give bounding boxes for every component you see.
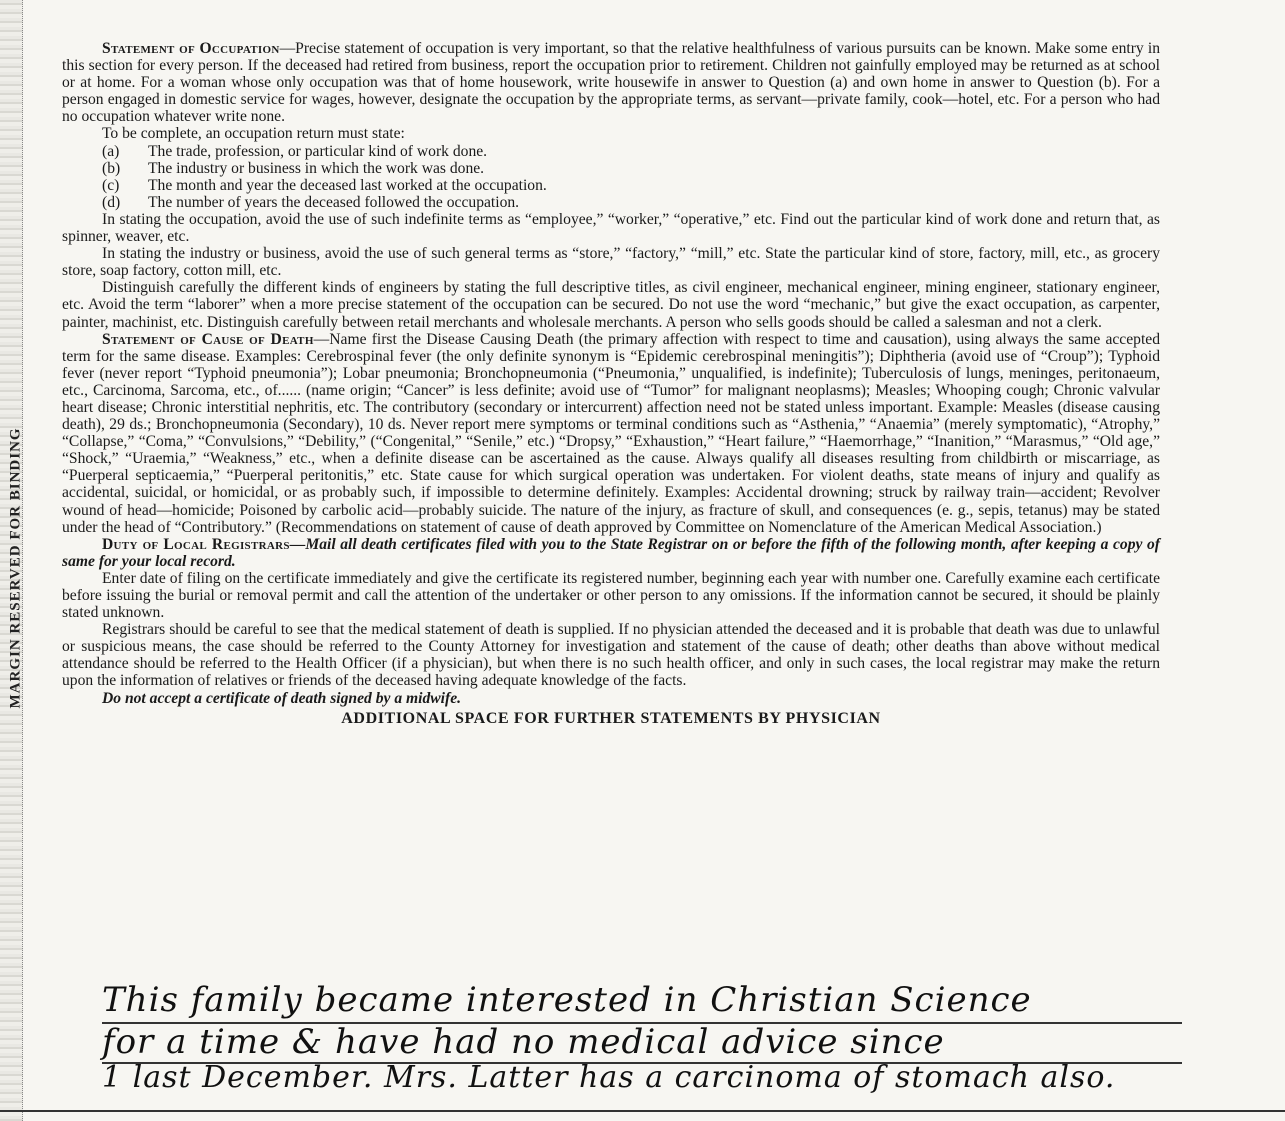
list-item bbox=[102, 160, 1160, 177]
occupation-text-3: In stating the occupation, avoid the use of such indefinite terms as “employee,” “worker,” “operative,” etc. Find out the particular kind of work done and return that, as spinner, weaver, etc. bbox=[62, 210, 1160, 246]
handwritten-line-1: This family became interested in Christian Science bbox=[102, 980, 1032, 1020]
duty-text-1: —Mail all death certificates filed with you to the State Registrar on or before the fifth of the following month, after keeping a copy of same for your local record. bbox=[62, 535, 1160, 570]
occupation-text-1: —Precise statement of occupation is very important, so that the relative healthfulness of various pursuits can be known. Make some entry in this section for every person. If the deceased had retired from business, report the occupation prior to retirement. Children not gainfully employed may be returned as at school or at home. For a woman whose only occupation was that of home housework, write housewife in answer to Question (a) and own home in answer to Question (b). For a person engaged in domestic service for wages, however, designate the occupation by the appropriate terms, as servant—private family, cook—hotel, etc. For a person who had no occupation whatever write none. bbox=[62, 40, 1160, 126]
occupation-requirements-list bbox=[102, 143, 1160, 211]
occupation-text-4: In stating the industry or business, avoid the use of such general terms as “store,” “factory,” “mill,” etc. State the particular kind of store, factory, mill, etc., as grocery store, soap factory, cotton mill, etc. bbox=[62, 245, 1160, 280]
duty-text-3: Registrars should be careful to see that the medical statement of death is supplied. If no physician attended the deceased and it is probable that death was due to unlawful or suspicious means, the case should be referred to the County Attorney for investigation and statement of the cause of death; other deaths than above without medical attendance should be referred to the Health Officer (if a physician), but when there is no such health officer, and only in such cases, the local registrar may make the return upon the information of relatives or friends of the deceased having adequate knowledge of the facts. bbox=[62, 621, 1160, 690]
occupation-heading: Statement of Occupation bbox=[102, 40, 280, 57]
duty-text-4: Do not accept a certificate of death signed by a midwife. bbox=[102, 689, 462, 707]
cause-heading: Statement of Cause of Death bbox=[102, 330, 314, 348]
cause-para-1 bbox=[62, 331, 1160, 536]
bottom-rule bbox=[0, 1110, 1285, 1112]
list-item-key: (c) bbox=[102, 176, 120, 194]
list-item-key: (a) bbox=[102, 142, 120, 160]
cause-text-1: —Name first the Disease Causing Death (the primary affection with respect to time and causation), using always the same accepted term for the same disease. Examples: Cerebrospinal fever (the only definite synonym is “Epidemic cerebrospinal meningitis”); Diphtheria (avoid use of “Croup”); Typhoid fever (never report “Typhoid pneumonia”); Lobar pneumonia; Bronchopneumonia (“Pneumonia,” unqualified, is indefinite); Tuberculosis of lungs, meninges, peritonaeum, etc., Carcinoma, Sarcoma, etc., of...... (name origin; “Cancer” is less definite; avoid use of “Tumor” for malignant neoplasms); Measles; Whooping cough; Chronic valvular heart disease; Chronic interstitial nephritis, etc. The contributory (secondary or intercurrent) affection need not be stated unless important. Example: Measles (disease causing death), 29 ds.; Bronchopneumonia (Secondary), 10 ds. Never report mere symptoms or terminal conditions such as “Asthenia,” “Anaemia” (merely symptomatic), “Atrophy,” “Collapse,” “Coma,” “Convulsions,” “Debility,” (“Congenital,” “Senile,” etc.) “Dropsy,” “Exhaustion,” “Heart failure,” “Haemorrhage,” “Inanition,” “Marasmus,” “Old age,” “Shock,” “Uraemia,” “Weakness,” etc., when a definite disease can be ascertained as the cause. Always qualify all diseases resulting from childbirth or miscarriage, as “Puerperal septicaemia,” “Puerperal peritonitis,” etc. State cause for which surgical operation was undertaken. For violent deaths, state means of injury and qualify as accidental, suicidal, or homicidal, or as probably such, if impossible to determine definitely. Examples: Accidental drowning; struck by railway train—accident; Revolver wound of head—homicide; Poisoned by carbolic acid—probably suicide. The nature of the injury, as fracture of skull, and consequences (e. g., sepis, tetanus) may be stated under the head of “Contributory.” (Recommendations on statement of cause of death approved by Committee on Nomenclature of the American Medical Association.) bbox=[62, 330, 1160, 536]
handwritten-line-3: 1 last December. Mrs. Latter has a carcinoma of stomach also. bbox=[102, 1060, 1116, 1095]
duty-heading: Duty of Local Registrars bbox=[102, 535, 290, 553]
physician-statement-area bbox=[62, 978, 1242, 1098]
instructions-document bbox=[62, 40, 1160, 727]
list-item bbox=[102, 194, 1160, 211]
list-item bbox=[102, 177, 1160, 194]
occupation-text-2: To be complete, an occupation return must state: bbox=[102, 125, 405, 143]
binding-margin-label: MARGIN RESERVED FOR BINDING bbox=[7, 427, 24, 709]
list-item-key: (b) bbox=[102, 159, 121, 177]
binding-margin-label-wrap bbox=[0, 0, 26, 1121]
list-item-text: The month and year the deceased last worked at the occupation. bbox=[148, 176, 547, 194]
additional-space-heading: ADDITIONAL SPACE FOR FURTHER STATEMENTS BY PHYSICIAN bbox=[341, 709, 881, 727]
handwritten-line-2: for a time & have had no medical advice since bbox=[102, 1022, 945, 1062]
list-item-key: (d) bbox=[102, 193, 121, 211]
occupation-text-5: Distinguish carefully the different kinds of engineers by stating the full descriptive titles, as civil engineer, mechanical engineer, mining engineer, stationary engineer, etc. Avoid the term “laborer” when a more precise statement of the occupation can be secured. Do not use the word “mechanic,” but give the exact occupation, as carpenter, painter, machinist, etc. Distinguish carefully between retail merchants and wholesale merchants. A person who sells goods should be called a salesman and not a clerk. bbox=[62, 279, 1160, 331]
duty-text-2: Enter date of filing on the certificate immediately and give the certificate its registered number, beginning each year with number one. Carefully examine each certificate before issuing the burial or removal permit and call the attention of the undertaker or other person to any omissions. If the information cannot be secured, it should be plainly stated unknown. bbox=[62, 569, 1160, 622]
list-item-text: The number of years the deceased followed the occupation. bbox=[148, 193, 520, 211]
list-item-text: The trade, profession, or particular kind of work done. bbox=[148, 142, 488, 160]
list-item-text: The industry or business in which the work was done. bbox=[148, 159, 485, 177]
occupation-para-1 bbox=[62, 40, 1160, 125]
list-item bbox=[102, 143, 1160, 160]
duty-para-1 bbox=[62, 536, 1160, 570]
